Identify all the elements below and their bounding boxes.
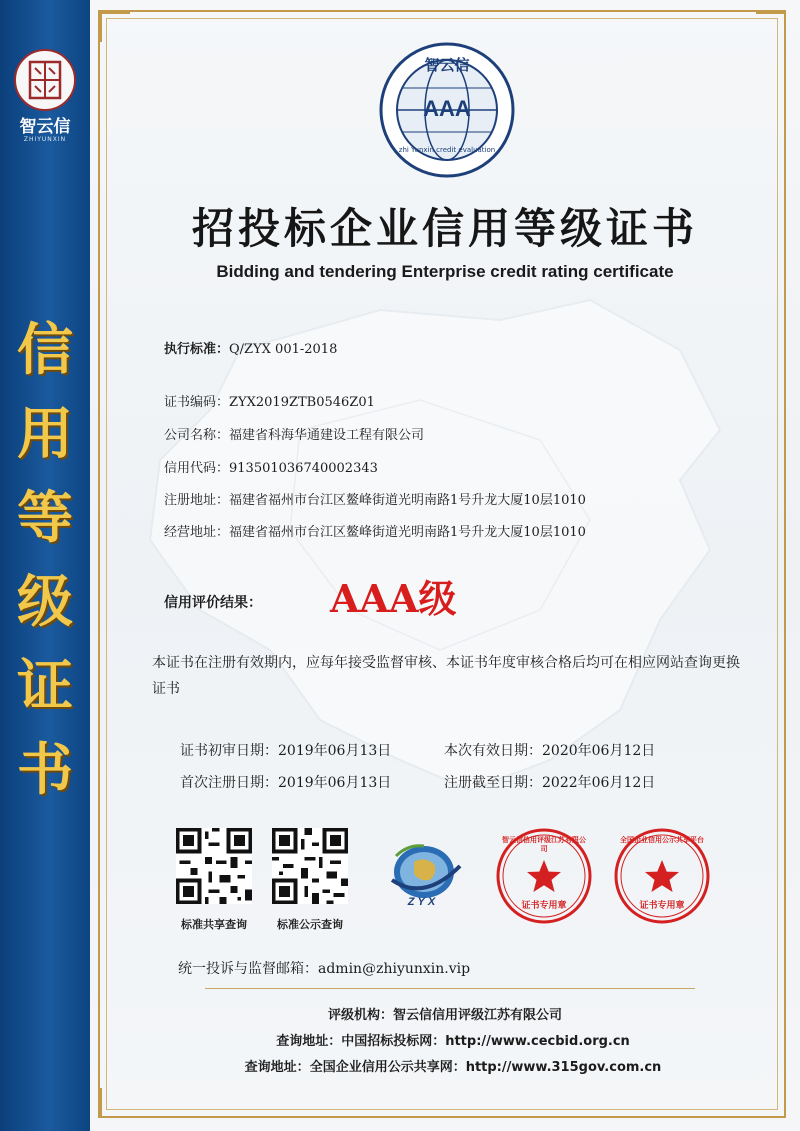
field-row	[164, 489, 586, 508]
valid-date	[444, 740, 655, 760]
qr-code-icon[interactable]	[272, 828, 348, 904]
brand-name: 智云信	[19, 117, 71, 137]
vertical-title-char: 用	[17, 401, 73, 467]
seal-bottom-text: 证书专用章	[521, 901, 567, 911]
query-label: 查询地址：	[276, 1034, 342, 1049]
official-seal	[494, 826, 594, 926]
frame-corner	[756, 1088, 786, 1118]
date-value: 2019年06月13日	[278, 775, 392, 791]
complaint-email-line	[178, 958, 470, 978]
brand-name-en: ZHIYUNXIN	[23, 136, 67, 143]
rating-agency-line	[110, 1004, 780, 1023]
field-label: 注册地址：	[164, 493, 230, 508]
qr-code-icon[interactable]	[176, 828, 252, 904]
vertical-title-char: 书	[17, 737, 73, 803]
standard-value: Q/ZYX 001-2018	[229, 342, 338, 357]
field-value: 福建省科海华通建设工程有限公司	[229, 428, 425, 443]
date-value: 2020年06月12日	[542, 743, 656, 759]
emblem-center-text: AAA	[423, 96, 471, 121]
standard-label: 执行标准：	[164, 342, 230, 357]
vertical-title-char: 等	[17, 485, 73, 551]
query-url-link[interactable]: 全国企业信用公示共享网：http://www.315gov.com.cn	[309, 1060, 662, 1075]
frame-corner	[100, 12, 130, 42]
field-value: ZYX2019ZTB0546Z01	[229, 395, 375, 410]
complaint-email-link[interactable]: admin@zhiyunxin.vip	[318, 961, 471, 977]
qr-caption: 标准公示查询	[277, 918, 343, 931]
seal-bottom-text: 证书专用章	[639, 901, 685, 911]
first-review-date	[180, 740, 391, 760]
field-row	[164, 457, 378, 476]
vertical-title-char: 信	[17, 317, 73, 383]
query-address-line	[118, 1030, 788, 1049]
certificate-frame-inner	[106, 18, 778, 1110]
vertical-title-char: 证	[17, 653, 73, 719]
qr-caption: 标准共享查询	[181, 918, 247, 931]
field-value: 913501036740002343	[229, 461, 378, 476]
expire-date	[444, 772, 655, 792]
date-label: 本次有效日期：	[444, 743, 542, 759]
first-register-date	[180, 772, 391, 792]
date-label: 首次注册日期：	[180, 775, 278, 791]
field-row	[164, 424, 424, 443]
field-row	[164, 391, 375, 410]
seal-ring-text: 智云信信用评级江苏有限公司	[502, 836, 586, 853]
result-label: 信用评价结果：	[164, 595, 262, 611]
field-label: 信用代码：	[164, 461, 230, 476]
query-label: 查询地址：	[244, 1060, 310, 1075]
zyx-logo	[378, 836, 468, 916]
query-address-line	[118, 1056, 788, 1075]
zyx-logo-text: ZYX	[407, 896, 439, 908]
date-label: 证书初审日期：	[180, 743, 278, 759]
org-label: 评级机构：	[327, 1008, 393, 1023]
org-name: 智云信信用评级江苏有限公司	[393, 1008, 563, 1023]
footer-divider	[205, 988, 695, 989]
official-seal	[612, 826, 712, 926]
date-value: 2022年06月12日	[542, 775, 656, 791]
emblem-ring-text: zhi Yunxin credit evaluation	[398, 146, 496, 154]
field-label: 经营地址：	[164, 525, 230, 540]
frame-corner	[756, 12, 786, 42]
field-value: 福建省福州市台江区鳌峰街道光明南路1号升龙大厦10层1010	[229, 525, 586, 540]
field-label: 公司名称：	[164, 428, 230, 443]
date-label: 注册截至日期：	[444, 775, 542, 791]
standard-line	[164, 338, 337, 357]
vertical-title-char: 级	[17, 569, 73, 635]
credit-evaluation-emblem	[377, 40, 517, 180]
validity-notice: 本证书在注册有效期内，应每年接受监督审核、本证书年度审核合格后均可在相应网站查询更换证书	[152, 655, 740, 697]
vertical-title	[0, 318, 90, 802]
seal-ring-text: 全国企业信用公示共享平台	[620, 836, 704, 844]
query-url-link[interactable]: 中国招标投标网：http://www.cecbid.org.cn	[341, 1034, 630, 1049]
certificate-title: 招投标企业信用等级证书	[191, 204, 698, 253]
side-banner	[0, 0, 90, 1131]
field-label: 证书编码：	[164, 395, 230, 410]
date-value: 2019年06月13日	[278, 743, 392, 759]
emblem-top-text: 智云信	[424, 56, 470, 74]
credit-rating-value: AAA级	[330, 576, 457, 621]
certificate-title-en: Bidding and tendering Enterprise credit rating certificate	[216, 262, 674, 281]
field-value: 福建省福州市台江区鳌峰街道光明南路1号升龙大厦10层1010	[229, 493, 586, 508]
frame-corner	[100, 1088, 130, 1118]
complaint-label: 统一投诉与监督邮箱：	[178, 961, 318, 977]
field-row	[164, 521, 586, 540]
